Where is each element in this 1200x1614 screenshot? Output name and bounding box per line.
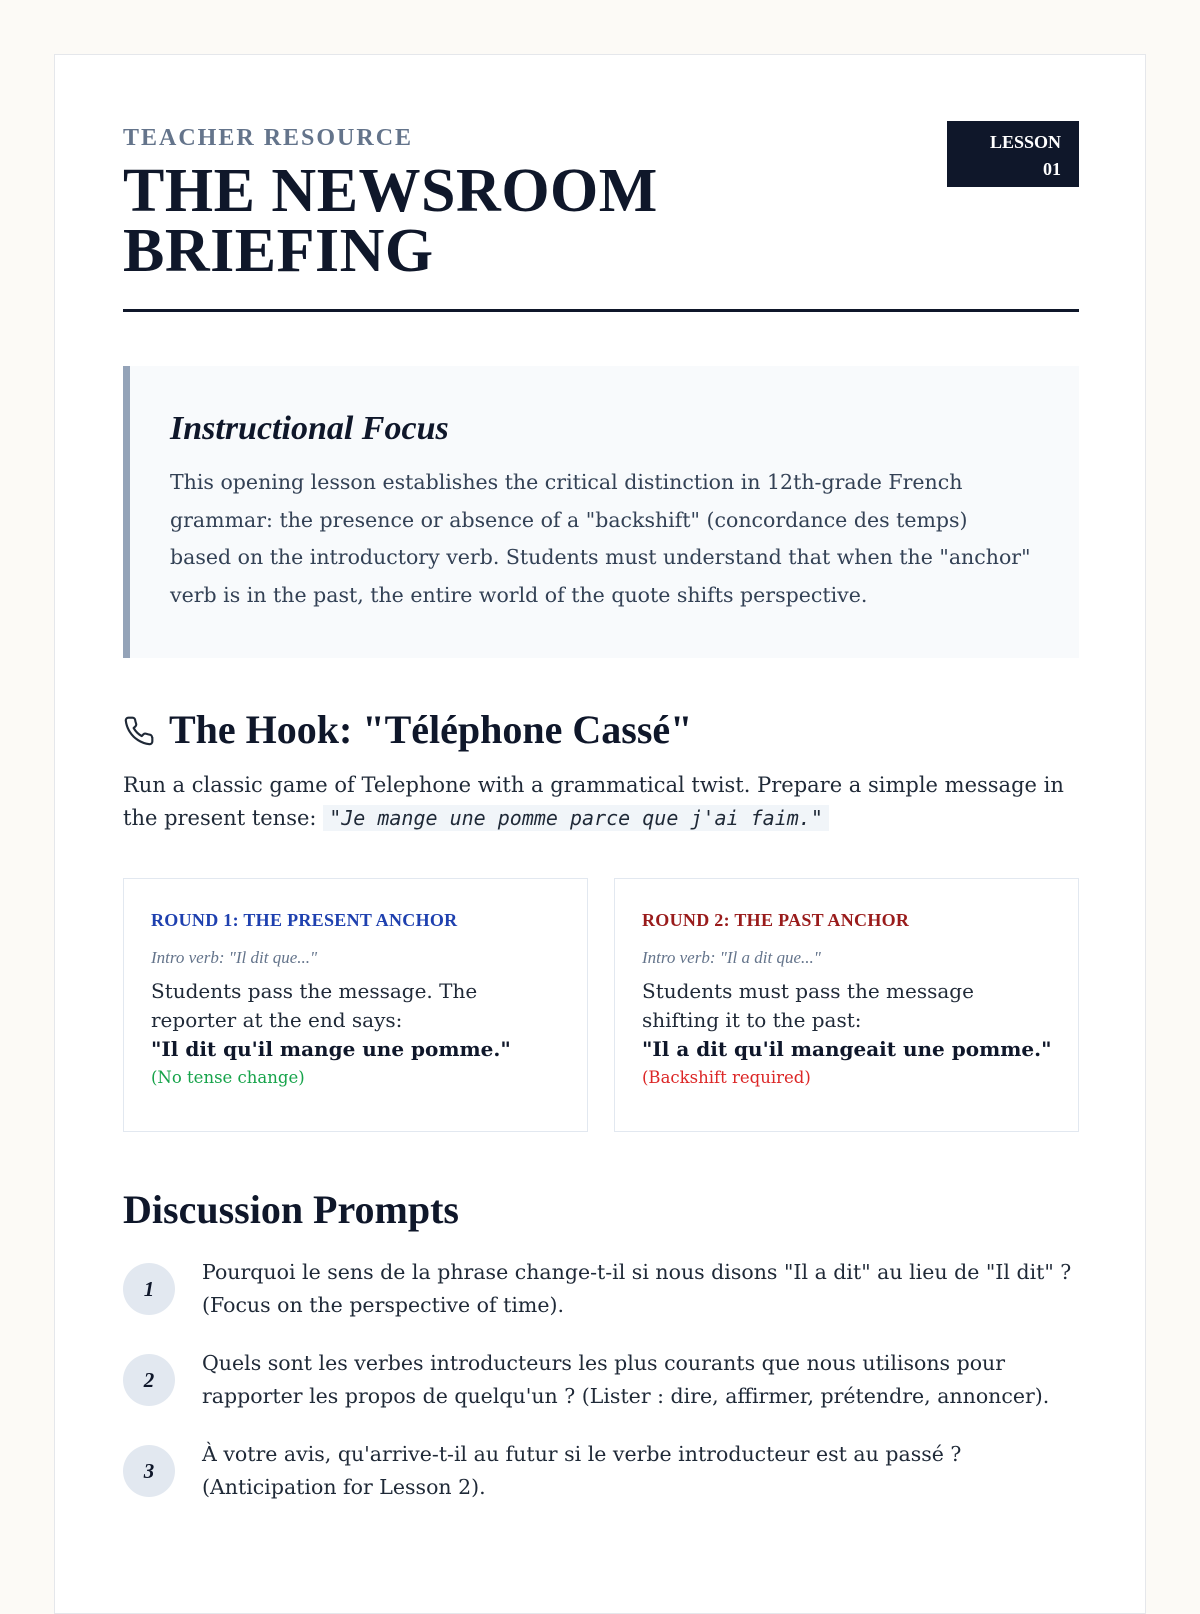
hook-title: The Hook: "Téléphone Cassé" [169,707,693,752]
title-line-2: BRIEFING [123,217,434,285]
prompt-text: À votre avis, qu'arrive-t-il au futur si le verbe introducteur est au passé ? (Anticipation for Lesson 2). [202,1442,962,1499]
lesson-badge-number: 01 [1043,159,1061,179]
lesson-badge-label: LESSON [989,132,1061,152]
eyebrow-label: TEACHER RESOURCE [123,125,414,151]
round-2-quote: "Il a dit qu'il mangeait une pomme." [642,1037,1052,1061]
lesson-page [54,54,1146,1614]
hook-text: Run a classic game of Telephone with a grammatical twist. Prepare a simple message in the present tense: [123,773,1064,830]
focus-text: This opening lesson establishes the critical distinction in 12th-grade French grammar: the presence or absence of a "backshift" (concordance des temps) based on the introductory verb. Students must understand that when the "anchor" verb is in the past, the entire world of the quote shifts perspective. [170,470,1031,607]
focus-title: Instructional Focus [170,410,449,447]
hook-heading [123,705,1079,755]
prompt-number-badge: 1 [123,1263,175,1315]
round-2-label: ROUND 2: THE PAST ANCHOR [642,910,910,930]
lesson-badge [947,121,1079,187]
round-1-body: Students pass the message. The reporter at the end says: [151,979,478,1032]
discussion-title: Discussion Prompts [123,1187,459,1232]
prompt-number-badge: 3 [123,1445,175,1497]
page-title [123,157,763,285]
round-2-note: (Backshift required) [642,1068,811,1087]
round-1-intro: Intro verb: "Il dit que..." [151,948,318,967]
prompt-text: Quels sont les verbes introducteurs les plus courants que nous utilisons pour rapporter les propos de quelqu'un ? (Lister : dire, affirmer, prétendre, annoncer). [202,1351,1050,1408]
round-1-card [123,878,588,1132]
round-1-quote: "Il dit qu'il mange une pomme." [151,1037,511,1061]
round-2-body: Students must pass the message shifting it to the past: [642,979,974,1032]
hook-description [123,769,1079,835]
title-line-1: THE NEWSROOM [123,157,658,225]
phone-icon [123,715,155,747]
instructional-focus-box [123,366,1079,658]
prompt-text: Pourquoi le sens de la phrase change-t-il si nous disons "Il a dit" au lieu de "Il dit" ? (Focus on the perspective of time). [202,1260,1072,1317]
round-1-note: (No tense change) [151,1068,305,1087]
prompt-number-badge: 2 [123,1354,175,1406]
round-2-intro: Intro verb: "Il a dit que..." [642,948,821,967]
round-1-label: ROUND 1: THE PRESENT ANCHOR [151,910,458,930]
header-divider [123,309,1079,312]
round-2-card [614,878,1079,1132]
hook-message-code: "Je mange une pomme parce que j'ai faim." [323,805,829,831]
